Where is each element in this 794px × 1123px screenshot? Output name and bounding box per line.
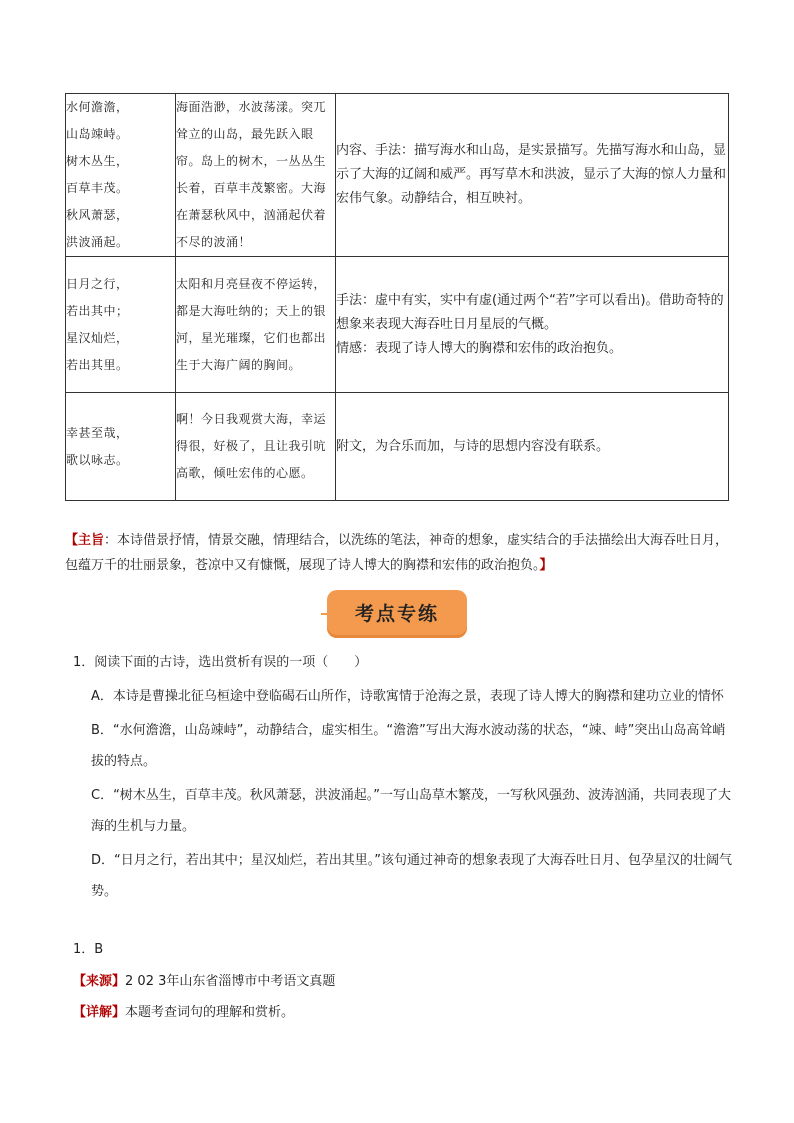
badge-decoration	[321, 613, 327, 615]
poem-line: 树木丛生，	[66, 154, 129, 168]
translation-cell: 海面浩渺，水波荡漾。突兀耸立的山岛，最先跃入眼帘。岛上的树木，一丛丛生长着，百草丰茂繁密。大海在萧瑟秋风中，汹涌起伏着不尽的波涌！	[176, 94, 336, 257]
theme-summary	[65, 528, 730, 578]
theme-label: 【主旨	[65, 533, 105, 548]
section-badge-label: 考点专练	[354, 603, 439, 625]
detail-text: 本题考查词句的理解和赏析。	[125, 1005, 295, 1020]
poem-line: 歌以咏志。	[66, 452, 129, 467]
analysis-paragraph: 附文，为合乐而加，与诗的思想内容没有联系。	[336, 438, 610, 454]
source-line	[73, 972, 335, 992]
analysis-paragraph: 情感：表现了诗人博大的胸襟和宏伟的政治抱负。	[336, 340, 623, 356]
poem-line: 洪波涌起。	[66, 235, 129, 249]
original-lines-cell	[66, 94, 176, 257]
detail-line	[73, 1003, 294, 1023]
poem-line: 百草丰茂。	[66, 181, 129, 195]
poem-line: 秋风萧瑟，	[66, 208, 129, 222]
option-b: B．“水何澹澹，山岛竦峙”，动静结合，虚实相生。“澹澹”写出大海水波动荡的状态，“竦、峙”突出山岛高耸峭拔的特点。	[91, 723, 726, 769]
table-row	[66, 94, 729, 257]
poem-line: 水何澹澹，	[66, 100, 129, 114]
poem-line: 山岛竦峙。	[66, 127, 129, 141]
poem-analysis-table	[65, 93, 729, 501]
option-d: D．“日月之行，若出其中；星汉灿烂，若出其里。”该句通过神奇的想象表现了大海吞吐日月、包孕星汉的壮阔气势。	[91, 853, 732, 899]
option-c: C．“树木丛生，百草丰茂。秋风萧瑟，洪波涌起。”一写山岛草木繁茂，一写秋风强劲、波涛汹涌，共同表现了大海的生机与力量。	[91, 788, 732, 834]
analysis-cell	[336, 257, 729, 393]
answer: 1．B	[73, 942, 104, 957]
detail-label: 【详解】	[73, 1005, 126, 1020]
option-a: A．本诗是曹操北征乌桓途中登临碣石山所作，诗歌寓情于沧海之景，表现了诗人博大的胸襟和建功立业的情怀	[91, 689, 724, 704]
poem-line: 日月之行，	[66, 276, 129, 291]
analysis-paragraph: 手法：虚中有实，实中有虚(通过两个“若”字可以看出)。借助奇特的想象来表现大海吞吐日月星辰的气概。	[336, 292, 724, 332]
table-row	[66, 393, 729, 501]
table-row	[66, 257, 729, 393]
question-block	[73, 653, 733, 907]
source-label: 【来源】	[73, 974, 126, 989]
original-lines-cell	[66, 393, 176, 501]
poem-line: 若出其里。	[66, 357, 129, 372]
source-text: 2 02 3年山东省淄博市中考语文真题	[125, 974, 336, 989]
theme-label-end: 】	[539, 558, 553, 573]
question-stem: 1．阅读下面的古诗，选出赏析有误的一项（ ）	[73, 655, 368, 670]
analysis-paragraph: 内容、手法：描写海水和山岛，是实景描写。先描写海水和山岛，显示了大海的辽阔和威严。再写草木和洪波，显示了大海的惊人力量和宏伟气象。动静结合，相互映衬。	[336, 143, 727, 206]
analysis-cell	[336, 393, 729, 501]
poem-line: 星汉灿烂，	[66, 330, 129, 345]
poem-line: 若出其中；	[66, 303, 129, 318]
translation-cell: 太阳和月亮昼夜不停运转，都是大海吐纳的；天上的银河，星光璀璨，它们也都出生于大海广阔的胸间。	[176, 257, 336, 393]
poem-line: 幸甚至哉，	[66, 425, 129, 440]
section-badge	[327, 590, 467, 638]
theme-text: ：本诗借景抒情，情景交融，情理结合，以洗练的笔法，神奇的想象，虚实结合的手法描绘出大海吞吐日月，包蕴万千的壮丽景象，苍凉中又有慷慨，展现了诗人博大的胸襟和宏伟的政治抱负。	[65, 533, 729, 573]
analysis-cell	[336, 94, 729, 257]
original-lines-cell	[66, 257, 176, 393]
translation-cell: 啊！今日我观赏大海，幸运得很，好极了，且让我引吭高歌，倾吐宏伟的心愿。	[176, 393, 336, 501]
